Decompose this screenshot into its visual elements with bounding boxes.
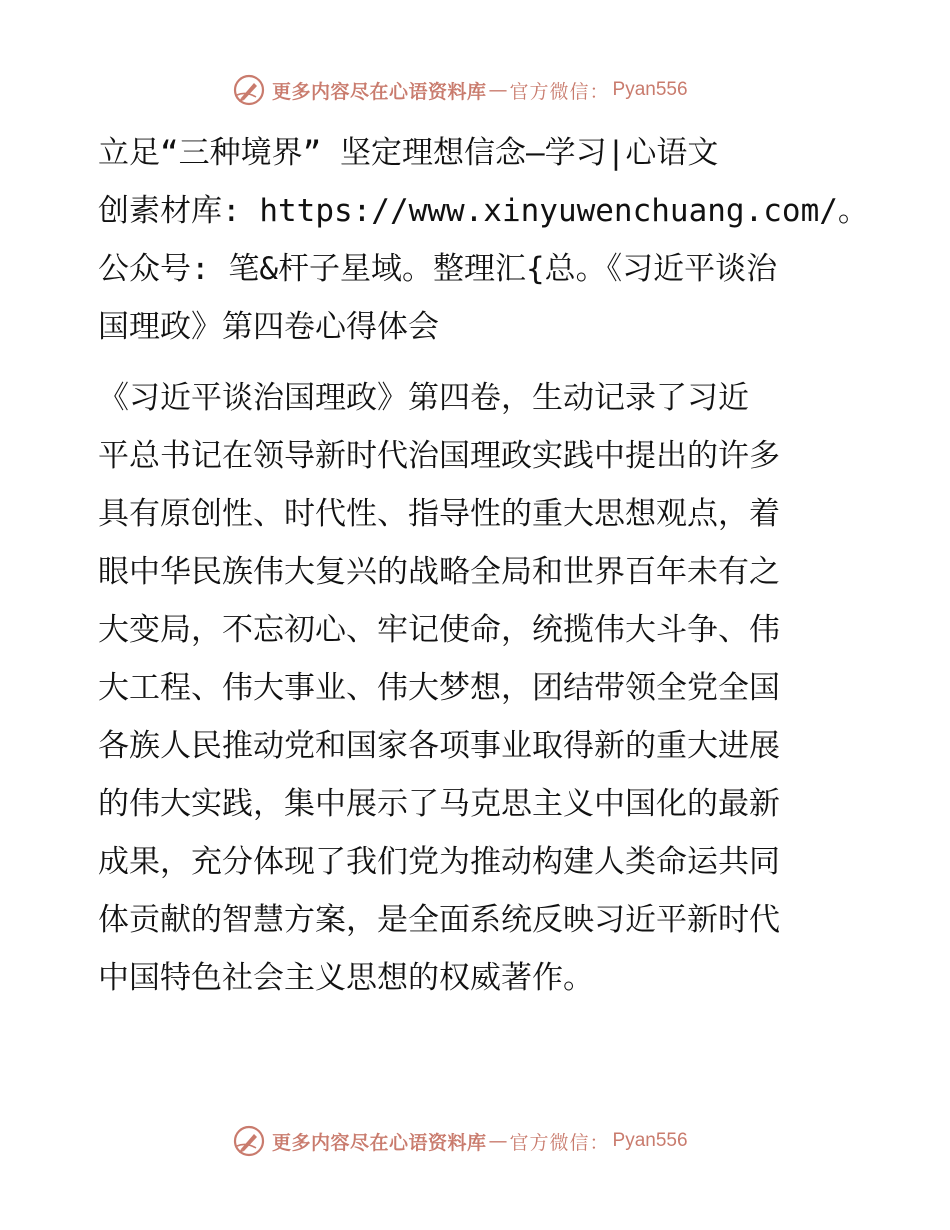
body-line: 《习近平谈治国理政》第四卷，生动记录了习近 <box>98 380 749 416</box>
body-line: 大工程、伟大事业、伟大梦想，团结带领全党全国 <box>98 670 780 706</box>
watermark-main-text: 更多内容尽在心语资料库 <box>272 80 487 103</box>
pen-logo-icon <box>232 73 266 107</box>
watermark-wechat-id: Pyan556 <box>612 1130 688 1151</box>
body-line: 平总书记在领导新时代治国理政实践中提出的许多 <box>98 438 780 474</box>
watermark-wechat-label: 官方微信： <box>509 80 610 103</box>
body-line: 眼中华民族伟大复兴的战略全局和世界百年未有之 <box>98 554 780 590</box>
watermark-wechat-label: 官方微信： <box>509 1131 610 1154</box>
body-line: 大变局，不忘初心、牢记使命，统揽伟大斗争、伟 <box>98 612 780 648</box>
body-line: 的伟大实践，集中展示了马克思主义中国化的最新 <box>98 786 780 822</box>
watermark-separator: — <box>488 79 508 101</box>
header-watermark <box>232 70 688 110</box>
document-title <box>98 124 869 356</box>
body-line: 成果，充分体现了我们党为推动构建人类命运共同 <box>98 844 780 880</box>
title-line: 创素材库: https://www.xinyuwenchuang.com/。 <box>98 193 869 229</box>
pen-logo-icon <box>232 1124 266 1158</box>
title-line: 公众号: 笔&杆子星域。整理汇{总。《习近平谈治 <box>98 251 778 287</box>
title-line: 立足“三种境界” 坚定理想信念—学习|心语文 <box>98 135 719 171</box>
body-paragraph <box>98 369 858 1007</box>
footer-watermark <box>232 1121 688 1161</box>
watermark-main-text: 更多内容尽在心语资料库 <box>272 1131 487 1154</box>
body-line: 体贡献的智慧方案，是全面系统反映习近平新时代 <box>98 902 780 938</box>
watermark-separator: — <box>488 1130 508 1152</box>
watermark-wechat-id: Pyan556 <box>612 79 688 100</box>
body-line: 中国特色社会主义思想的权威著作。 <box>98 960 594 996</box>
body-line: 具有原创性、时代性、指导性的重大思想观点，着 <box>98 496 780 532</box>
title-line: 国理政》第四卷心得体会 <box>98 309 439 345</box>
body-line: 各族人民推动党和国家各项事业取得新的重大进展 <box>98 728 780 764</box>
